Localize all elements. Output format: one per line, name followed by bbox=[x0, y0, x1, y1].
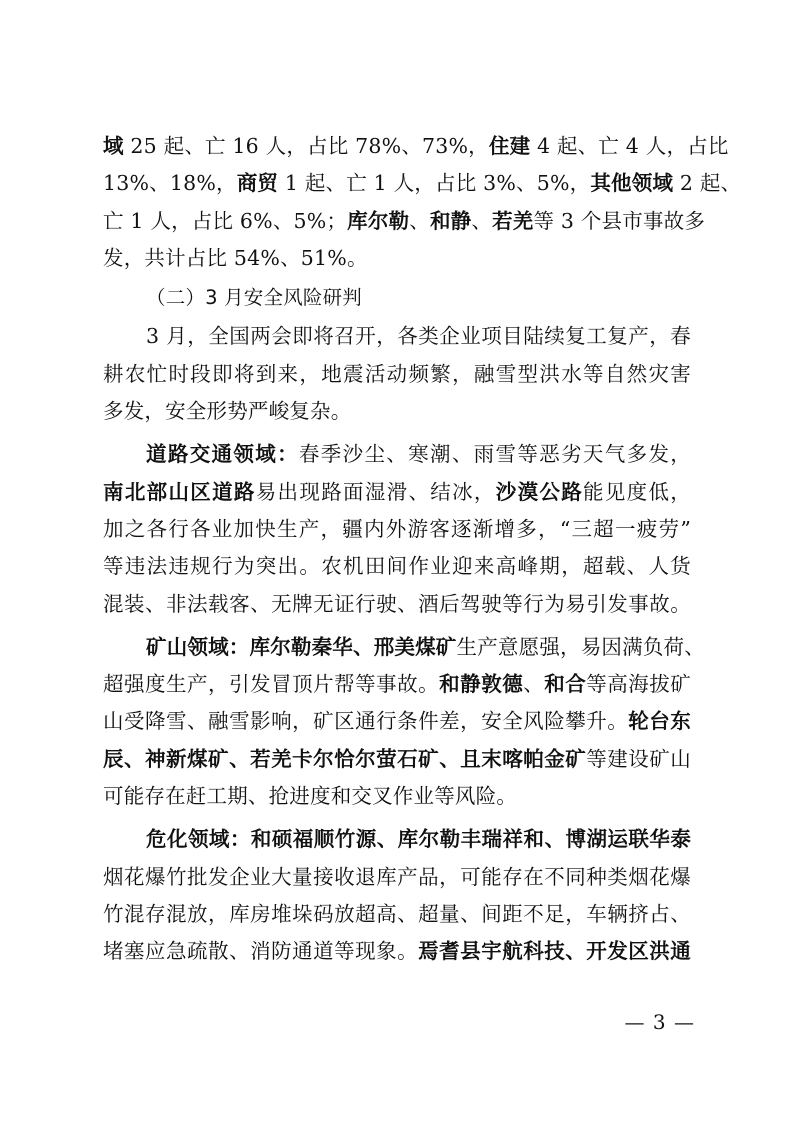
text-line bbox=[103, 128, 729, 165]
bold-term: 库尔勒丰瑞祥和 bbox=[397, 827, 545, 852]
bold-term: 库尔勒秦华 bbox=[249, 634, 353, 659]
text-line: 多发，安全形势严峻复杂。 bbox=[103, 399, 352, 424]
text-run: 易出现路面湿滑、结冰， bbox=[255, 479, 496, 504]
text-line: 耕农忙时段即将到来，地震活动频繁，融雪型洪水等自然灾害 bbox=[103, 361, 691, 386]
bold-term: 矿山领域： bbox=[146, 634, 250, 659]
bold-term: 和静敦德 bbox=[439, 672, 524, 697]
text-line: 等违法违规行为突出。农机田间作业迎来高峰期，超载、人货 bbox=[103, 554, 691, 579]
text-run: 能见度低， bbox=[583, 479, 692, 504]
text-line: 混装、非法载客、无牌无证行驶、酒后驾驶等行为易引发事故。 bbox=[103, 591, 691, 616]
bold-term: 南北部山区道路 bbox=[103, 479, 256, 504]
text-run: 、 bbox=[523, 672, 545, 697]
text-run: 亡 1 人，占比 6%、5%； bbox=[103, 208, 348, 233]
text-run: 春季沙尘、寒潮、雨雪等恶劣天气多发， bbox=[298, 442, 691, 467]
text-line bbox=[103, 203, 706, 240]
bold-term: 道路交通领域： bbox=[146, 442, 299, 467]
text-line bbox=[103, 741, 691, 778]
bold-term: 和合 bbox=[544, 672, 587, 697]
bold-term: 、 bbox=[353, 634, 374, 659]
text-line bbox=[103, 474, 691, 511]
paragraph-road-traffic bbox=[103, 436, 691, 622]
bold-term: 神新煤矿 bbox=[145, 746, 230, 771]
paragraph-march-overview bbox=[103, 318, 691, 430]
bold-term: 博湖运联华泰 bbox=[565, 827, 692, 852]
bold-term: 域 bbox=[103, 134, 124, 158]
text-run: 等 3 个县市事故多 bbox=[533, 208, 706, 233]
text-line: 3 月，全国两会即将召开，各类企业项目陆续复工复产，春 bbox=[146, 324, 691, 349]
bold-term: 、 bbox=[124, 746, 146, 771]
document-body bbox=[103, 128, 742, 971]
text-run: 山受降雪、融雪影响，矿区通行条件差，安全风险攀升。 bbox=[103, 709, 629, 734]
text-line: 竹混存混放，库房堆垛码放超高、超量、间距不足，车辆挤占、 bbox=[103, 901, 691, 926]
bold-term: 且末喀帕金矿 bbox=[460, 746, 587, 771]
text-run: 13%、18%， bbox=[103, 171, 237, 196]
bold-term: 若羌 bbox=[492, 208, 534, 233]
bold-term: 若羌卡尔恰尔萤石矿 bbox=[250, 746, 440, 771]
bold-term: 、 bbox=[439, 746, 461, 771]
bold-term: 、 bbox=[565, 939, 587, 964]
bold-term: 住建 bbox=[488, 134, 531, 158]
text-line bbox=[103, 703, 691, 740]
text-run: 等建设矿山 bbox=[586, 746, 692, 771]
text-run: 、 bbox=[409, 208, 430, 233]
text-line bbox=[103, 629, 705, 666]
bold-term: 开发区洪通 bbox=[586, 939, 692, 964]
bold-term: 商贸 bbox=[236, 171, 279, 196]
text-line bbox=[103, 821, 691, 858]
text-line: 可能存在赶工期、抢进度和交叉作业等风险。 bbox=[103, 784, 517, 809]
text-line bbox=[103, 933, 691, 970]
text-run: 2 起、 bbox=[673, 171, 742, 196]
bold-term: 邢美煤矿 bbox=[373, 634, 457, 659]
text-line bbox=[103, 165, 742, 202]
bold-term: 库尔勒 bbox=[347, 208, 410, 233]
bold-term: 、 bbox=[376, 827, 398, 852]
bold-term: 和硕福顺竹源 bbox=[250, 827, 377, 852]
bold-term: 、 bbox=[544, 827, 566, 852]
section-heading: （二）3 月安全风险研判 bbox=[146, 286, 363, 310]
page-number: — 3 — bbox=[624, 1010, 695, 1034]
bold-term: 辰 bbox=[103, 746, 125, 771]
text-run: 1 起、亡 1 人，占比 3%、5%， bbox=[278, 171, 591, 196]
text-run: 25 起、亡 16 人，占比 78%、73%， bbox=[123, 134, 489, 158]
text-run: 等高海拔矿 bbox=[586, 672, 692, 697]
text-line: 烟花爆竹批发企业大量接收退库产品，可能存在不同种类烟花爆 bbox=[103, 864, 691, 889]
text-run: 生产意愿强，易因满负荷、 bbox=[456, 634, 705, 659]
text-line bbox=[103, 436, 691, 473]
bold-term: 危化领域： bbox=[146, 827, 251, 852]
paragraph-hazardous-chemicals bbox=[103, 821, 691, 970]
text-line: 加之各行各业加快生产，疆内外游客逐渐增多，“三超一疲劳” bbox=[103, 516, 691, 541]
bold-term: 轮台东 bbox=[628, 709, 692, 734]
bold-term: 、 bbox=[229, 746, 251, 771]
text-run: 超强度生产，引发冒顶片帮等事故。 bbox=[103, 672, 440, 697]
bold-term: 沙漠公路 bbox=[495, 479, 584, 504]
text-run: 、 bbox=[471, 208, 493, 233]
text-line: 发，共计占比 54%、51%。 bbox=[103, 245, 368, 270]
bold-term: 焉耆县宇航科技 bbox=[418, 939, 566, 964]
text-run: 堵塞应急疏散、消防通道等现象。 bbox=[103, 939, 419, 964]
text-run: 4 起、亡 4 人，占比 bbox=[530, 134, 729, 158]
bold-term: 其他领域 bbox=[590, 171, 674, 196]
paragraph-mining bbox=[103, 629, 705, 815]
paragraph-accident-stats bbox=[103, 128, 742, 277]
bold-term: 和静 bbox=[429, 208, 472, 233]
text-line bbox=[103, 666, 691, 703]
